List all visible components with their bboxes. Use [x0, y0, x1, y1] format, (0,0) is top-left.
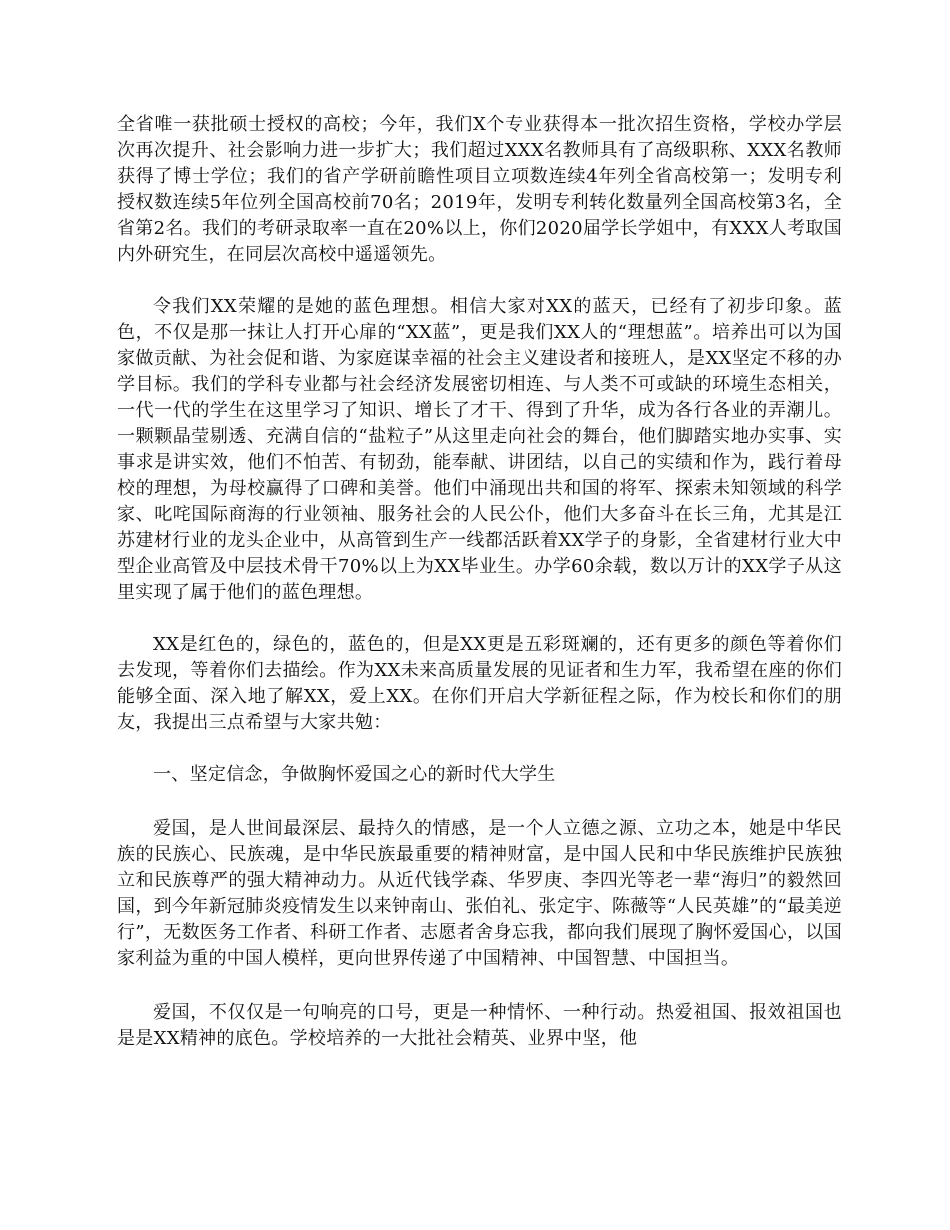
paragraph-3: XX是红色的，绿色的，蓝色的，但是XX更是五彩斑斓的，还有更多的颜色等着你们去发现，等着你们去描绘。作为XX未来高质量发展的见证者和生力军，我希望在座的你们能够全面、深入地了解XX，爱上XX。在你们开启大学新征程之际，作为校长和你们的朋友，我提出三点希望与大家共勉：: [117, 634, 842, 733]
section-heading-1: 一、坚定信念，争做胸怀爱国之心的新时代大学生: [153, 764, 556, 785]
document-page: [117, 112, 842, 1052]
paragraph-5: 爱国，不仅仅是一句响亮的口号，更是一种情怀、一种行动。热爱祖国、报效祖国也是是XX精神的底色。学校培养的一大批社会精英、业界中坚，他: [117, 1002, 842, 1049]
paragraph-2: 令我们XX荣耀的是她的蓝色理想。相信大家对XX的蓝天，已经有了初步印象。蓝色，不仅是那一抹让人打开心扉的“XX蓝”，更是我们XX人的“理想蓝”。培养出可以为国家做贡献、为社会促和谐、为家庭谋幸福的社会主义建设者和接班人，是XX坚定不移的办学目标。我们的学科专业都与社会经济发展密切相连、与人类不可或缺的环境生态相关，一代一代的学生在这里学习了知识、增长了才干、得到了升华，成为各行各业的弄潮儿。一颗颗晶莹剔透、充满自信的“盐粒子”从这里走向社会的舞台，他们脚踏实地办实事、实事求是讲实效，他们不怕苦、有韧劲，能奉献、讲团结，以自己的实绩和作为，践行着母校的理想，为母校赢得了口碑和美誉。他们中涌现出共和国的将军、探索未知领域的科学家、叱咤国际商海的行业领袖、服务社会的人民公仆，他们大多奋斗在长三角，尤其是江苏建材行业的龙头企业中，从高管到生产一线都活跃着XX学子的身影，全省建材行业大中型企业高管及中层技术骨干70%以上为XX毕业生。办学60余载，数以万计的XX学子从这里实现了属于他们的蓝色理想。: [117, 296, 842, 603]
paragraph-1: 全省唯一获批硕士授权的高校；今年，我们X个专业获得本一批次招生资格，学校办学层次再次提升、社会影响力进一步扩大；我们超过XXX名教师具有了高级职称、XXX名教师获得了博士学位；我们的省产学研前瞻性项目立项数连续4年列全省高校第一；发明专利授权数连续5年位列全国高校前70名；2019年，发明专利转化数量列全国高校第3名，全省第2名。我们的考研录取率一直在20%以上，你们2020届学长学姐中，有XXX人考取国内外研究生，在同层次高校中遥遥领先。: [117, 114, 842, 265]
paragraph-4: 爱国，是人世间最深层、最持久的情感，是一个人立德之源、立功之本，她是中华民族的民族心、民族魂，是中华民族最重要的精神财富，是中国人民和中华民族维护民族独立和民族尊严的强大精神动力。从近代钱学森、华罗庚、李四光等老一辈“海归”的毅然回国，到今年新冠肺炎疫情发生以来钟南山、张伯礼、张定宇、陈薇等“人民英雄”的“最美逆行”，无数医务工作者、科研工作者、志愿者舍身忘我，都向我们展现了胸怀爱国心，以国家利益为重的中国人模样，更向世界传递了中国精神、中国智慧、中国担当。: [117, 818, 842, 969]
